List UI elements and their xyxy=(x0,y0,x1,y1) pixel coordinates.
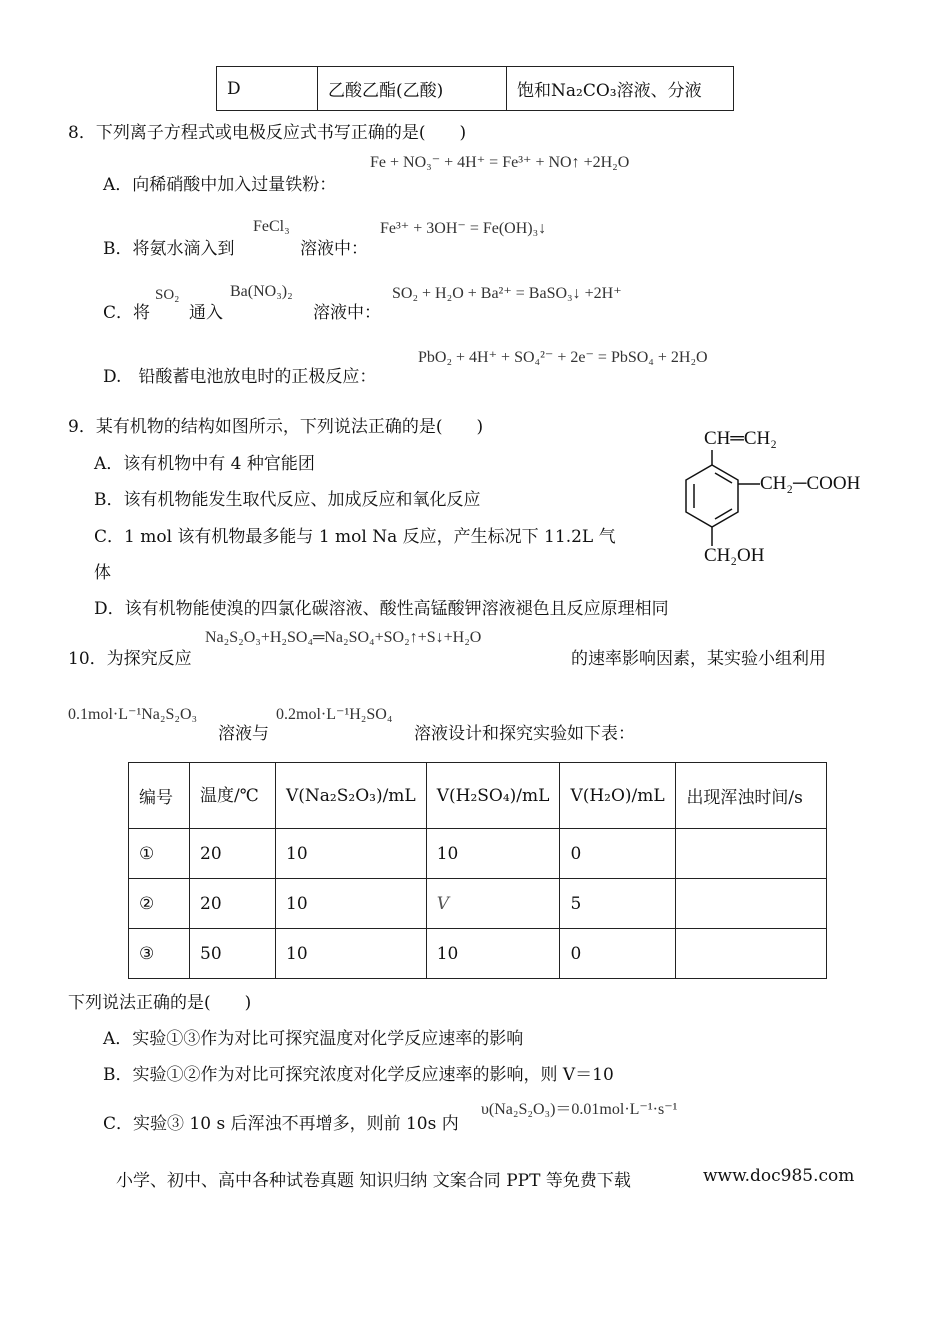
q10-option-a: A．实验①③作为对比可探究温度对化学反应速率的影响 xyxy=(103,1029,524,1049)
q8-option-c: C．将 xyxy=(103,303,151,323)
benzene-ring-diagram xyxy=(670,448,770,553)
q8-option-c-suffix: 溶液中： xyxy=(313,303,381,323)
table-cell: 0 xyxy=(560,929,676,979)
q8-option-d-formula: PbO₂ + 4H⁺ + SO₄²⁻ + 2e⁻ = PbSO₄ + 2H₂O xyxy=(418,349,708,366)
q10-reaction: Na₂S₂O₃+H₂SO₄═Na₂SO₄+SO₂↑+S↓+H₂O xyxy=(205,629,482,646)
q9-option-d: D．该有机物能使溴的四氯化碳溶液、酸性高锰酸钾溶液褪色且反应原理相同 xyxy=(94,599,669,619)
q9-option-c: C．1 mol 该有机物最多能与 1 mol Na 反应，产生标况下 11.2L 气 xyxy=(94,527,616,547)
table-row xyxy=(129,929,827,979)
q10-reagent1: 0.1mol·L⁻¹Na₂S₂O₃ xyxy=(68,706,198,723)
table-cell: 10 xyxy=(276,829,427,879)
q8-option-b-formula: Fe³⁺ + 3OH⁻ = Fe(OH)₃↓ xyxy=(380,220,547,237)
option-d-table xyxy=(216,66,734,111)
q8-option-a: A．向稀硝酸中加入过量铁粉： xyxy=(103,175,337,195)
q10-text-end: 溶液设计和探究实验如下表： xyxy=(414,724,635,744)
table-cell: 20 xyxy=(190,879,276,929)
q10-option-b: B．实验①②作为对比可探究浓度对化学反应速率的影响，则 V＝10 xyxy=(103,1065,614,1085)
table-cell: V xyxy=(426,879,560,929)
q8-option-a-formula: Fe + NO₃⁻ + 4H⁺ = Fe³⁺ + NO↑ +2H₂O xyxy=(370,154,630,171)
table-cell: 20 xyxy=(190,829,276,879)
table-header-row xyxy=(129,763,827,829)
q10-text-mid: 溶液与 xyxy=(218,724,269,744)
table-cell: 10 xyxy=(276,879,427,929)
table-cell: ① xyxy=(129,829,190,879)
table-cell: 乙酸乙酯(乙酸) xyxy=(318,67,507,111)
q10-prompt: 下列说法正确的是( ) xyxy=(68,993,252,1013)
q8-option-c-reagent2: Ba(NO₃)₂ xyxy=(230,283,293,300)
q8-option-b: B．将氨水滴入到 xyxy=(103,239,235,259)
table-row xyxy=(129,829,827,879)
q10-stem: 10．为探究反应 xyxy=(68,649,192,669)
q10-option-c: C．实验③ 10 s 后浑浊不再增多，则前 10s 内 xyxy=(103,1114,459,1134)
structure-hydroxymethyl-group: CH₂OH xyxy=(704,545,765,566)
table-cell: 50 xyxy=(190,929,276,979)
table-cell xyxy=(676,879,827,929)
table-cell: 5 xyxy=(560,879,676,929)
q8-stem: 8．下列离子方程式或电极反应式书写正确的是( ) xyxy=(68,123,467,143)
q8-option-b-reagent: FeCl₃ xyxy=(253,218,290,235)
q9-option-c-cont: 体 xyxy=(94,563,111,583)
table-cell: ③ xyxy=(129,929,190,979)
header-cell: V(Na₂S₂O₃)/mL xyxy=(276,763,427,829)
q10-option-c-formula: υ(Na₂S₂O₃)＝0.01mol·L⁻¹·s⁻¹ xyxy=(481,1101,678,1118)
q9-stem: 9．某有机物的结构如图所示，下列说法正确的是( ) xyxy=(68,417,484,437)
table-cell: D xyxy=(217,67,318,111)
table-cell xyxy=(676,829,827,879)
q8-option-c-reagent1: SO₂ xyxy=(155,287,180,303)
structure-vinyl-group: CH═CH₂ xyxy=(704,428,777,449)
table-cell: 10 xyxy=(426,829,560,879)
header-cell: 温度/℃ xyxy=(190,763,276,829)
q8-option-c-mid: 通入 xyxy=(189,303,223,323)
structure-acetic-group: CH₂─COOH xyxy=(760,473,861,494)
q8-option-d: D. 铅酸蓄电池放电时的正极反应： xyxy=(103,367,377,387)
table-cell: 饱和Na₂CO₃溶液、分液 xyxy=(507,67,734,111)
footer-text: 小学、初中、高中各种试卷真题 知识归纳 文案合同 PPT 等免费下载 xyxy=(116,1171,631,1191)
table-cell: ② xyxy=(129,879,190,929)
table-cell xyxy=(676,929,827,979)
q10-reagent2: 0.2mol·L⁻¹H₂SO₄ xyxy=(276,706,393,723)
header-cell: V(H₂O)/mL xyxy=(560,763,676,829)
header-cell: 出现浑浊时间/s xyxy=(676,763,827,829)
header-cell: 编号 xyxy=(129,763,190,829)
table-cell: 10 xyxy=(426,929,560,979)
table-row xyxy=(217,67,734,111)
experiment-table xyxy=(128,762,827,979)
table-row xyxy=(129,879,827,929)
header-cell: V(H₂SO₄)/mL xyxy=(426,763,560,829)
q8-option-b-suffix: 溶液中： xyxy=(300,239,368,259)
q9-option-a: A．该有机物中有 4 种官能团 xyxy=(94,454,315,474)
q9-option-b: B．该有机物能发生取代反应、加成反应和氧化反应 xyxy=(94,490,481,510)
table-cell: 0 xyxy=(560,829,676,879)
q8-option-c-formula: SO₂ + H₂O + Ba²⁺ = BaSO₃↓ +2H⁺ xyxy=(392,285,622,302)
table-cell: 10 xyxy=(276,929,427,979)
footer-link[interactable]: www.doc985.com xyxy=(703,1166,855,1186)
q10-stem-cont: 的速率影响因素，某实验小组利用 xyxy=(571,649,826,669)
